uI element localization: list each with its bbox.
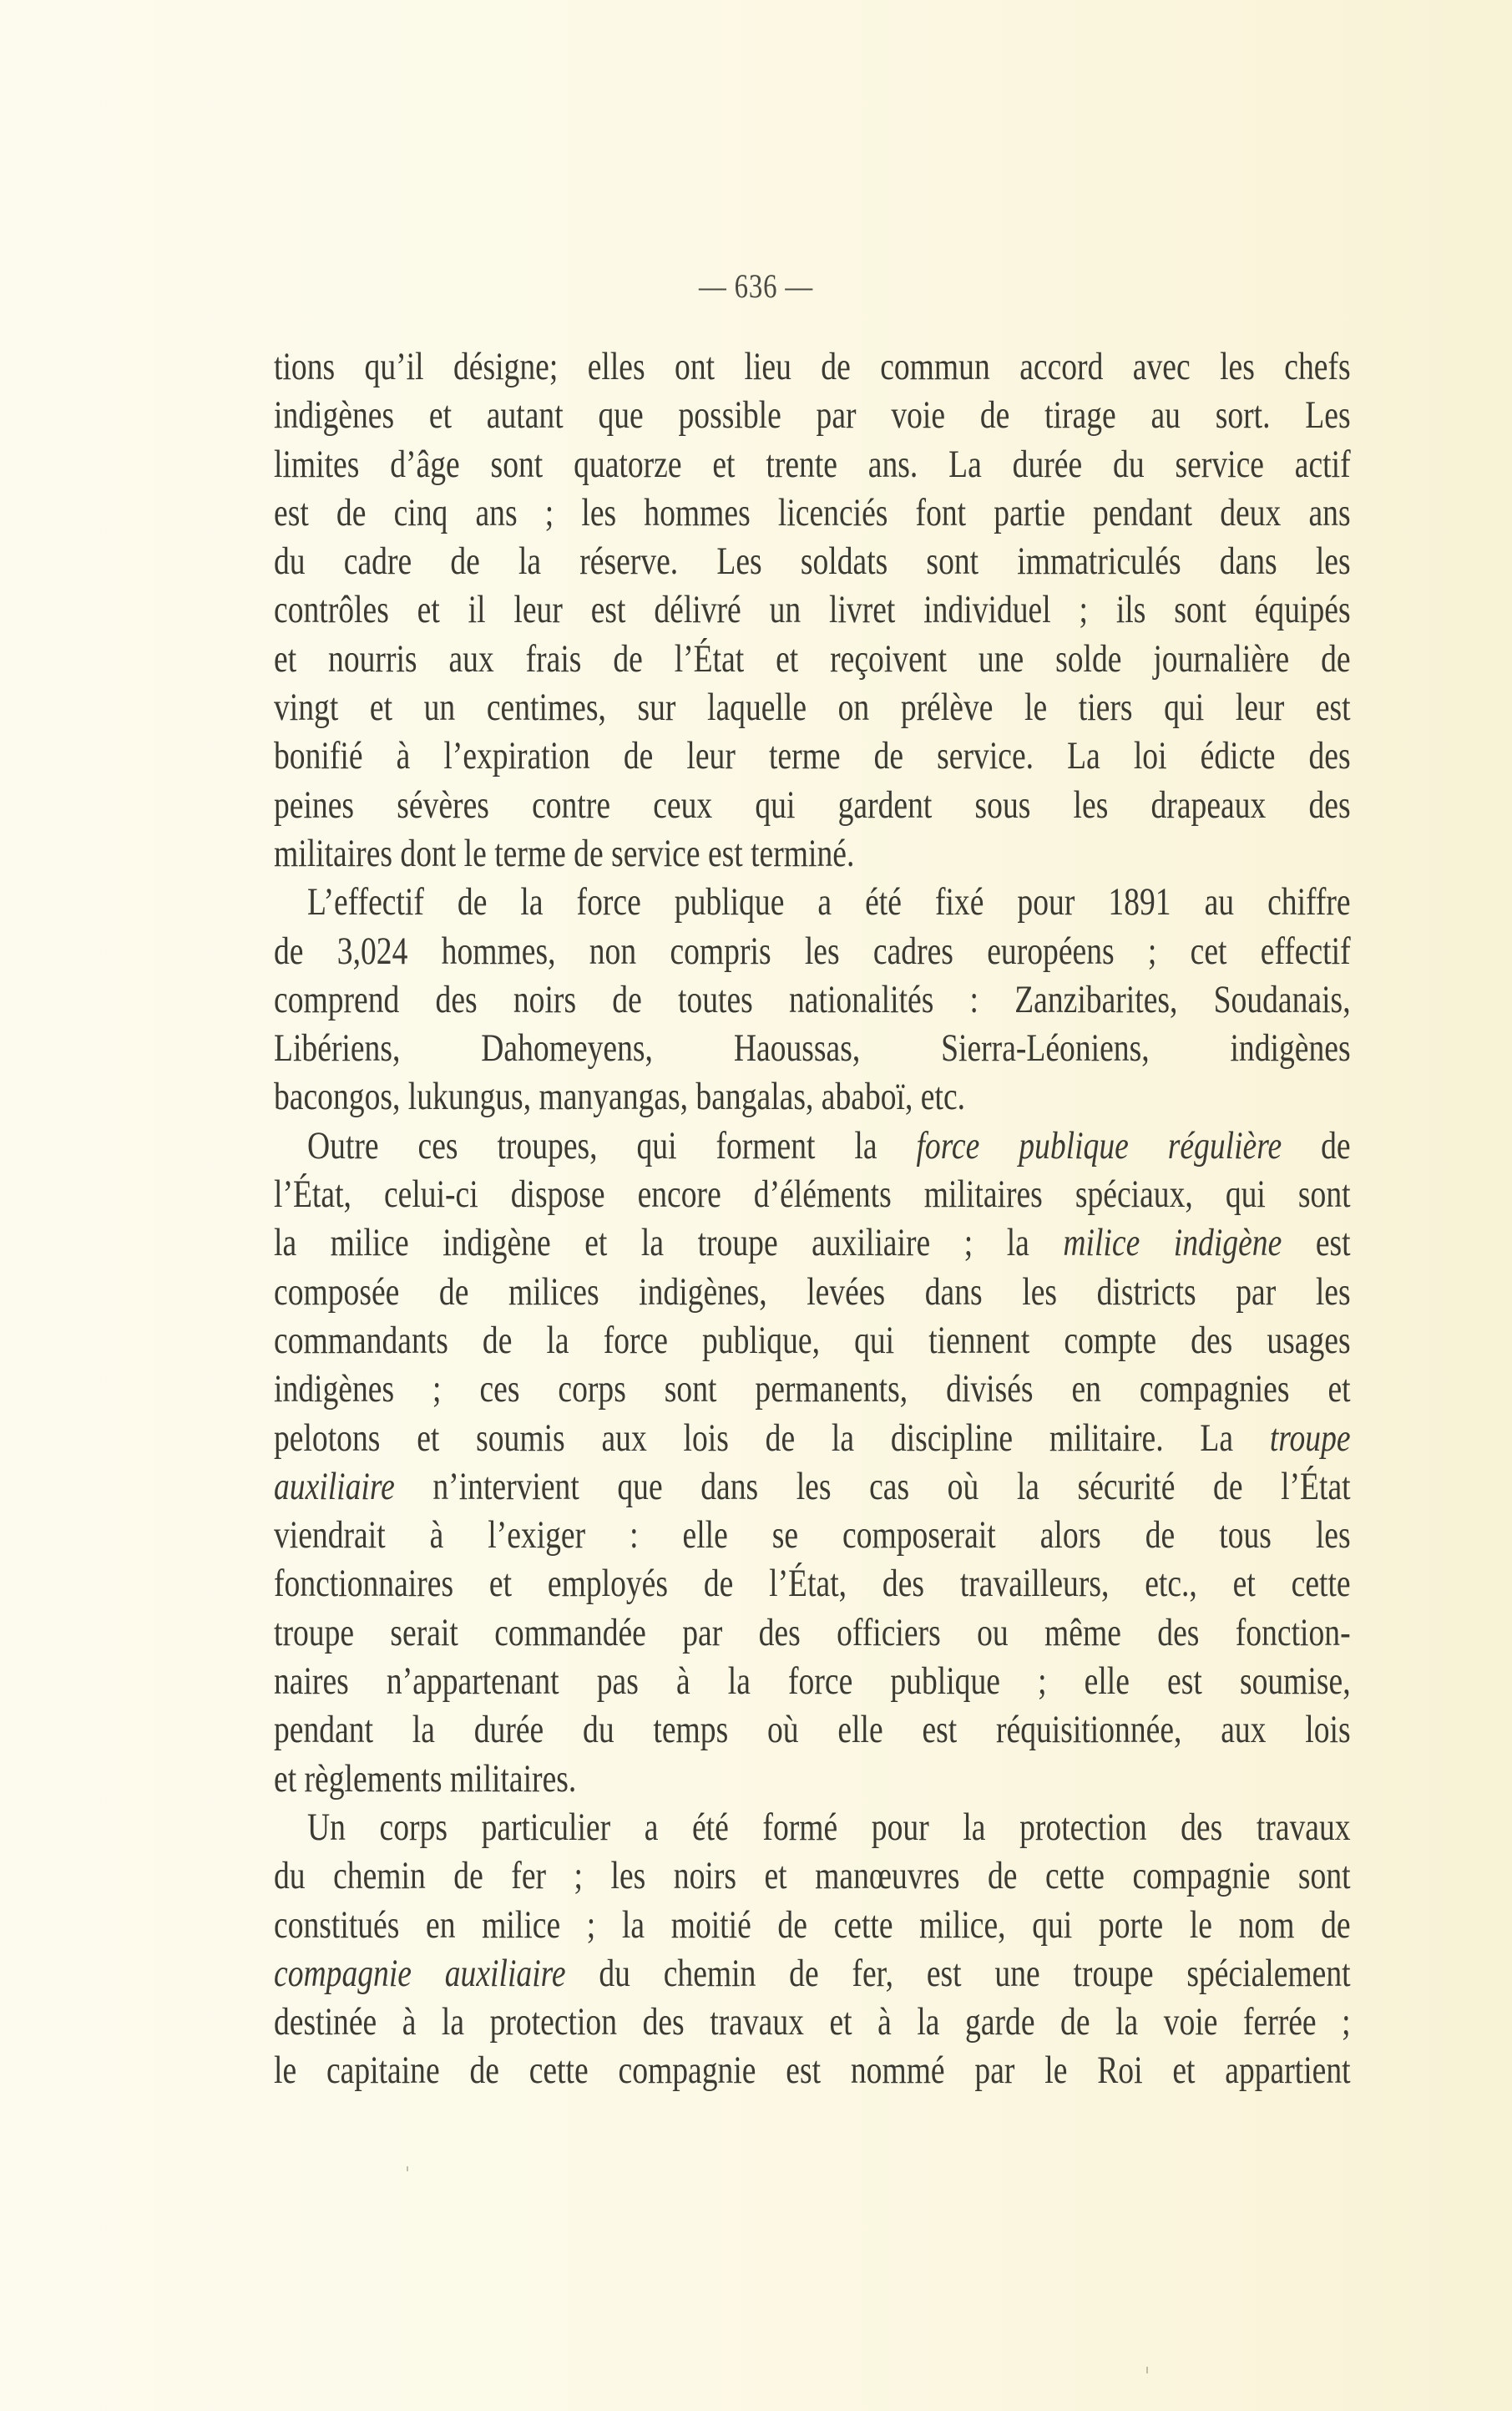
text-line [274, 683, 1351, 732]
text-line [274, 1559, 1351, 1608]
line-text: destinée à la protection des travaux et à la garde de la voie ferrée ; [274, 2000, 1351, 2044]
text-line [274, 1316, 1351, 1365]
line-text: commandants de la force publique, qui tiennent compte des usages [274, 1318, 1351, 1362]
text-line [274, 1511, 1351, 1559]
line-segment: la milice indigène et la troupe auxiliaire ; la [274, 1221, 1064, 1265]
line-text [274, 1949, 1351, 1998]
line-text: est de cinq ans ; les hommes licenciés font partie pendant deux ans [274, 490, 1351, 534]
text-line [274, 1657, 1351, 1705]
line-text: du chemin de fer ; les noirs et manœuvres de cette compagnie sont [274, 1854, 1351, 1898]
line-text: peines sévères contre ceux qui gardent sous les drapeaux des [274, 783, 1351, 827]
line-segment: est [1282, 1221, 1351, 1265]
text-line [274, 1901, 1351, 1949]
text-line [274, 2046, 1351, 2094]
line-text: Libériens, Dahomeyens, Haoussas, Sierra-Léoniens, indigènes [274, 1026, 1351, 1071]
line-text: vingt et un centimes, sur laquelle on prélève le tiers qui leur est [274, 686, 1351, 730]
text-line [274, 1755, 1351, 1803]
line-text: et nourris aux frais de l’État et reçoivent une solde journalière de [274, 636, 1351, 681]
text-line [274, 1170, 1351, 1218]
page-number [0, 266, 1512, 307]
text-line [274, 1462, 1351, 1511]
line-text [274, 1462, 1351, 1511]
line-segment: de [1282, 1123, 1351, 1168]
text-line [274, 781, 1351, 829]
paragraph-first-line [274, 878, 1351, 926]
line-text [274, 1122, 1351, 1170]
line-text: composée de milices indigènes, levées dans les districts par les [274, 1269, 1351, 1314]
line-text: viendrait à l’exiger : elle se composerait alors de tous les [274, 1513, 1351, 1558]
line-text: fonctionnaires et employés de l’État, des travailleurs, etc., et cette [274, 1562, 1351, 1606]
paragraph-first-line [274, 1803, 1351, 1851]
text-line [274, 1365, 1351, 1413]
paper-speck [1146, 2367, 1148, 2373]
text-line [274, 391, 1351, 439]
text-line [274, 489, 1351, 537]
line-text [274, 1414, 1351, 1462]
line-text: tions qu’il désigne; elles ont lieu de commun accord avec les chefs [274, 345, 1351, 388]
line-text: pendant la durée du temps où elle est réquisitionnée, aux lois [274, 1708, 1351, 1752]
line-text: troupe serait commandée par des officiers ou même des fonction- [274, 1610, 1351, 1654]
line-text: militaires dont le terme de service est terminé. [274, 831, 855, 875]
line-segment: pelotons et soumis aux lois de la discipline militaire. La [274, 1416, 1270, 1460]
text-line [274, 1072, 1351, 1121]
line-text: de 3,024 hommes, non compris les cadres européens ; cet effectif [274, 929, 1351, 973]
text-line [274, 537, 1351, 585]
line-text: du cadre de la réserve. Les soldats sont immatriculés dans les [274, 539, 1351, 584]
text-line [274, 1218, 1351, 1267]
paper-speck [407, 2166, 408, 2171]
line-segment: du chemin de fer, est une troupe spécialement [565, 1951, 1351, 1995]
line-text [274, 1218, 1351, 1267]
line-text: et règlements militaires. [274, 1756, 577, 1801]
line-text: le capitaine de cette compagnie est nommé par le Roi et appartient [274, 2049, 1351, 2093]
text-line [274, 1608, 1351, 1657]
text-line [274, 975, 1351, 1024]
italic-term: force publique régulière [916, 1123, 1282, 1168]
line-segment: Outre ces troupes, qui forment la [307, 1123, 917, 1168]
line-segment: n’intervient que dans les cas où la sécurité de l’État [394, 1464, 1351, 1508]
italic-term: milice indigène [1063, 1221, 1282, 1265]
body-text [274, 342, 1351, 2095]
line-text: limites d’âge sont quatorze et trente ans. La durée du service actif [274, 442, 1351, 486]
text-line [274, 1949, 1351, 1998]
text-line [274, 585, 1351, 634]
text-line [274, 927, 1351, 975]
text-line [274, 1268, 1351, 1316]
text-line [274, 440, 1351, 489]
text-line [274, 1414, 1351, 1462]
text-line [274, 1851, 1351, 1900]
text-line [274, 1998, 1351, 2046]
text-line [274, 732, 1351, 780]
text-line [274, 1024, 1351, 1072]
line-text: comprend des noirs de toutes nationalités : Zanzibarites, Soudanais, [274, 977, 1351, 1021]
line-text: indigènes ; ces corps sont permanents, divisés en compagnies et [274, 1367, 1351, 1411]
line-text: L’effectif de la force publique a été fixé pour 1891 au chiffre [307, 880, 1351, 924]
italic-term: troupe [1269, 1416, 1351, 1460]
italic-term: compagnie auxiliaire [274, 1951, 566, 1995]
page-number-label: — 636 — [699, 267, 813, 305]
line-text: Un corps particulier a été formé pour la protection des travaux [307, 1805, 1351, 1849]
line-text: bonifié à l’expiration de leur terme de service. La loi édicte des [274, 734, 1351, 778]
italic-term: auxiliaire [274, 1464, 395, 1508]
paragraph-first-line [274, 1122, 1351, 1170]
line-text: constitués en milice ; la moitié de cette milice, qui porte le nom de [274, 1902, 1351, 1947]
text-line [274, 829, 1351, 878]
line-text: contrôles et il leur est délivré un livret individuel ; ils sont équipés [274, 588, 1351, 632]
line-text: naires n’appartenant pas à la force publique ; elle est soumise, [274, 1659, 1351, 1704]
text-line [274, 635, 1351, 683]
text-line [274, 1705, 1351, 1754]
line-text: l’État, celui-ci dispose encore d’éléments militaires spéciaux, qui sont [274, 1173, 1351, 1217]
text-line [274, 342, 1351, 391]
line-text: bacongos, lukungus, manyangas, bangalas, ababoï, etc. [274, 1075, 966, 1119]
line-text: indigènes et autant que possible par voie de tirage au sort. Les [274, 393, 1351, 438]
